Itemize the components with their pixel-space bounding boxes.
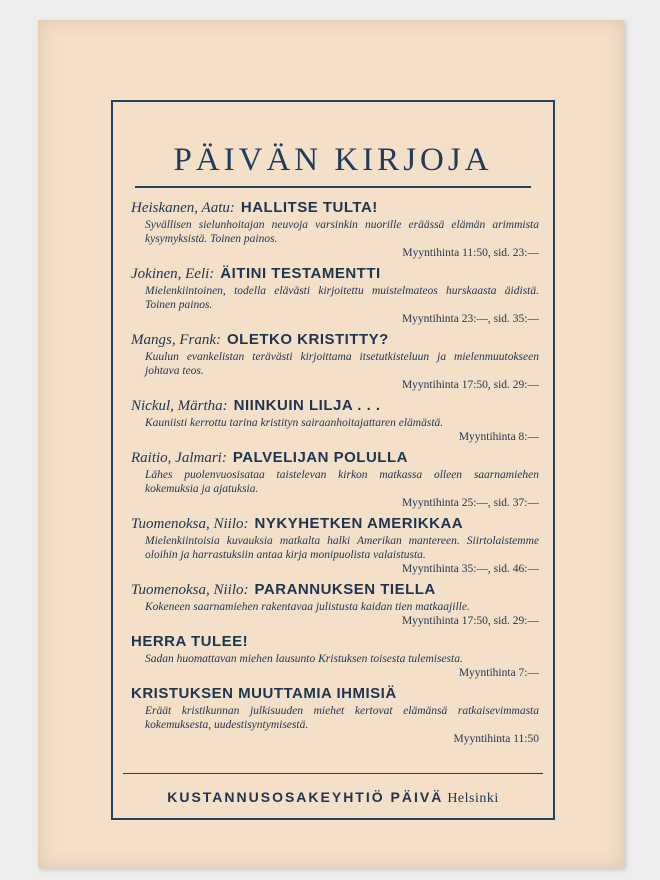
author-name: Nickul, Märtha:	[131, 398, 228, 414]
book-entry	[131, 264, 539, 326]
author-name: Jokinen, Eeli:	[131, 266, 215, 282]
book-entry	[131, 580, 539, 628]
book-entry	[131, 448, 539, 510]
book-title: KRISTUKSEN MUUTTAMIA IHMISIÄ	[131, 685, 397, 702]
book-description: Syvällisen sielunhoitajan neuvoja varsinkin nuorille eräässä elämän arimmista kysymyksistä. Toinen painos.	[145, 219, 539, 245]
book-price: Myyntihinta 25:—, sid. 37:—	[401, 497, 539, 509]
publisher-city: Helsinki	[447, 791, 499, 806]
book-title: NIINKUIN LILJA . . .	[233, 397, 381, 414]
book-entry	[131, 198, 539, 260]
book-entry	[131, 396, 539, 444]
book-price: Myyntihinta 17:50, sid. 29:—	[401, 379, 539, 391]
book-entry	[131, 684, 539, 746]
author-name: Tuomenoksa, Niilo:	[131, 516, 249, 532]
book-description: Sadan huomattavan miehen lausunto Kristuksen toisesta tulemisesta.	[145, 653, 463, 665]
book-description: Mielenkiintoisia kuvauksia matkalta halki Amerikan mantereen. Siirtolaistemme oloihin ja harrastuksiin antaa kirja monipuolista valaistusta.	[145, 535, 539, 561]
book-description: Kauniisti kerrottu tarina kristityn sairaanhoitajattaren elämästä.	[145, 417, 444, 429]
book-entry	[131, 514, 539, 576]
author-name: Tuomenoksa, Niilo:	[131, 582, 249, 598]
book-title: NYKYHETKEN AMERIKKAA	[254, 515, 464, 532]
book-price: Myyntihinta 7:—	[458, 667, 539, 679]
book-price: Myyntihinta 35:—, sid. 46:—	[401, 563, 539, 575]
author-name: Heiskanen, Aatu:	[131, 200, 235, 216]
book-title: HALLITSE TULTA!	[240, 199, 378, 216]
publisher-name: KUSTANNUSOSAKEYHTIÖ PÄIVÄ	[167, 789, 444, 805]
title-divider	[135, 186, 531, 188]
footer-divider	[123, 773, 543, 774]
book-title: ÄITINI TESTAMENTTI	[220, 265, 381, 282]
book-price: Myyntihinta 23:—, sid. 35:—	[401, 313, 539, 325]
author-name: Raitio, Jalmari:	[131, 450, 227, 466]
book-title: PARANNUKSEN TIELLA	[254, 581, 436, 598]
advertisement-frame	[111, 100, 555, 820]
book-back-cover	[38, 20, 624, 868]
author-name: Mangs, Frank:	[131, 332, 221, 348]
book-description: Eräät kristikunnan julkisuuden miehet kertovat elämänsä ratkaisevimmasta kokemuksesta, uudestisyntymisestä.	[145, 705, 539, 731]
book-price: Myyntihinta 11:50, sid. 23:—	[402, 247, 539, 259]
book-title: OLETKO KRISTITTY?	[227, 331, 389, 348]
book-price: Myyntihinta 8:—	[458, 431, 539, 443]
book-title: PALVELIJAN POLULLA	[232, 449, 408, 466]
book-title: HERRA TULEE!	[131, 633, 249, 650]
book-description: Kuulun evankelistan terävästi kirjoittama itsetutkisteluun ja mielenmuutokseen johtava teos.	[145, 351, 539, 377]
book-entry	[131, 632, 539, 680]
book-price: Myyntihinta 17:50, sid. 29:—	[401, 615, 539, 627]
page-title: PÄIVÄN KIRJOJA	[173, 142, 493, 178]
book-list	[131, 198, 539, 750]
book-price: Myyntihinta 11:50	[453, 733, 539, 745]
book-description: Mielenkiintoinen, todella elävästi kirjoitettu muistelmateos hurskaasta äidistä. Toinen painos.	[145, 285, 539, 311]
publisher-line	[113, 789, 553, 807]
book-description: Kokeneen saarnamiehen rakentavaa julistusta kaidan tien matkaajille.	[145, 601, 470, 613]
book-entry	[131, 330, 539, 392]
book-description: Lähes puolenvuosisataa taistelevan kirkon matkassa olleen saarnamiehen kokemuksia ja ajatuksia.	[145, 469, 539, 495]
